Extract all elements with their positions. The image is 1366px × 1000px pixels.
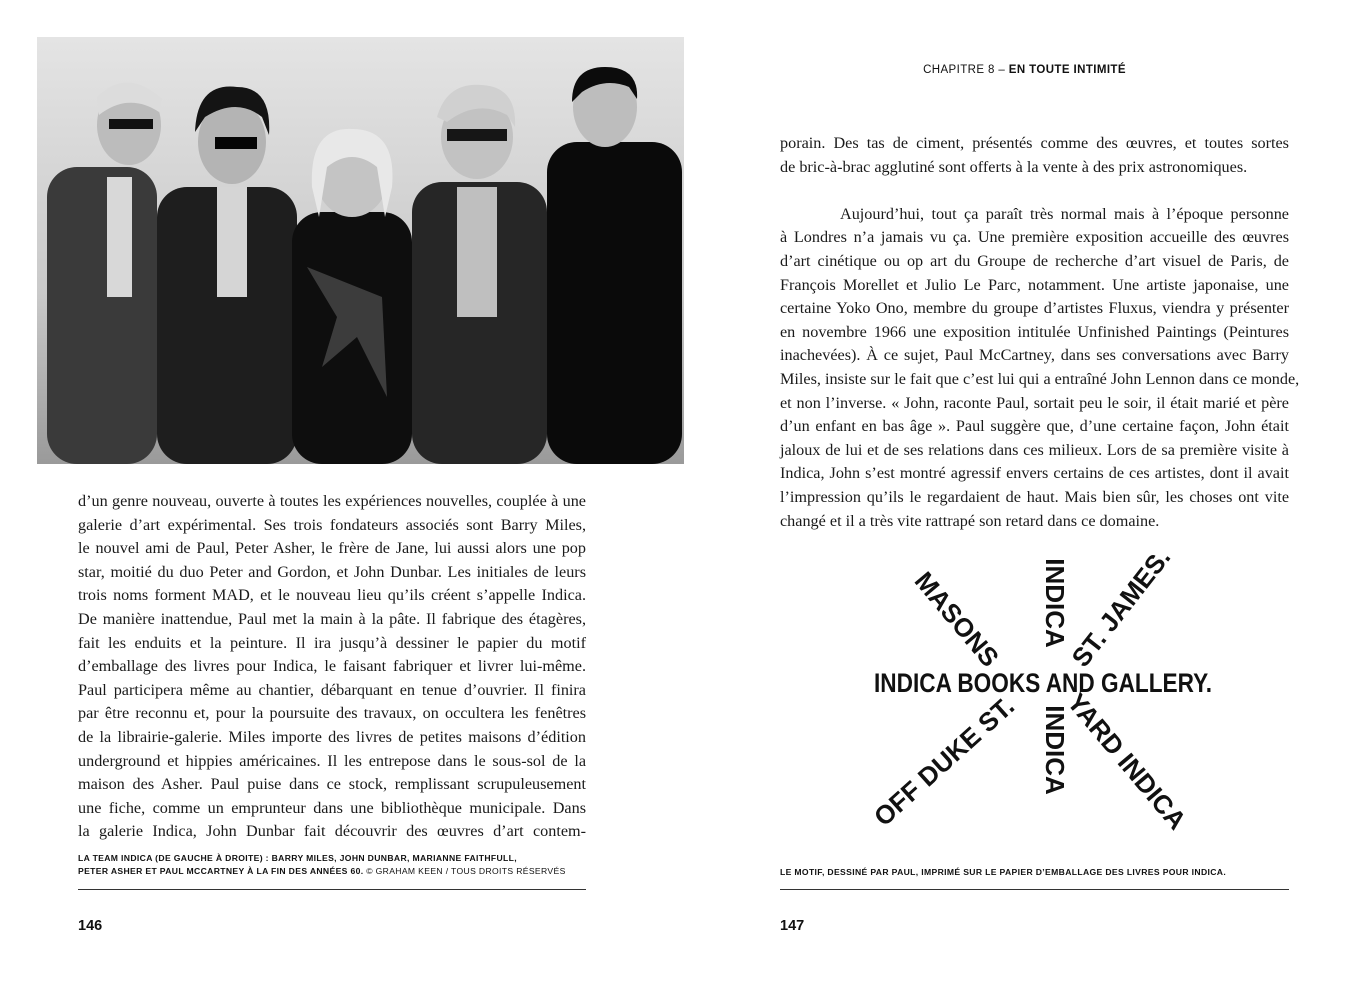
body-line: de bric-à-brac agglutiné sont offerts à la vente à des prix astronomiques. [780, 157, 1248, 176]
caption-line-2: PETER ASHER ET PAUL MCCARTNEY À LA FIN DES ANNÉES 60. [78, 866, 364, 876]
running-header [683, 64, 1366, 76]
body-line: l’impression qu’ils le regardaient de haut. Mais bien sûr, les choses ont vite [780, 487, 1289, 506]
body-line: Paul participera même au chantier, débarquant en tenue d’ouvrier. Il finira [78, 680, 586, 699]
body-line: certaine Yoko Ono, membre du groupe d’artistes Fluxus, viendra y présenter [780, 299, 1289, 318]
body-line: porain. Des tas de ciment, présentés comme des œuvres, et toutes sortes [780, 134, 1289, 152]
body-line: une fiche, comme un emprunteur dans une bibliothèque municipale. Dans [78, 798, 586, 817]
body-line: la galerie Indica, John Dunbar fait découvrir des œuvres d’art contem- [78, 822, 586, 841]
body-line: d’art cinétique ou op art du Groupe de recherche d’art visuel de Paris, de [780, 251, 1289, 270]
body-line: maison des Asher. Paul puise dans ce stock, remplissant scrupuleusement [78, 775, 586, 794]
motif-caption: LE MOTIF, DESSINÉ PAR PAUL, IMPRIMÉ SUR LE PAPIER D’EMBALLAGE DES LIVRES POUR INDICA. [780, 867, 1227, 877]
caption-line-1: LA TEAM INDICA (DE GAUCHE À DROITE) : BARRY MILES, JOHN DUNBAR, MARIANNE FAITHFULL, [78, 853, 517, 863]
right-page [683, 0, 1366, 1000]
motif-top-mid-text: INDICA [1040, 558, 1070, 648]
running-head-title: EN TOUTE INTIMITÉ [1008, 64, 1126, 76]
body-line: le nouvel ami de Paul, Peter Asher, le frère de Jane, lui aussi alors une pop [78, 539, 586, 558]
paragraph-1 [780, 132, 1289, 179]
body-line: star, moitié du duo Peter and Gordon, et John Dunbar. Les initiales de leurs [78, 562, 586, 581]
motif-bottom-left-text: OFF DUKE ST. [867, 690, 1021, 832]
motif-top-right-text: ST. JAMES. [1065, 542, 1177, 673]
page-number-left: 146 [78, 918, 103, 934]
body-line: et non l’inverse. « John, raconte Paul, sortait peu le soir, il était marié et père [780, 393, 1289, 412]
page-number-right: 147 [780, 918, 805, 934]
caption-credit: © GRAHAM KEEN / TOUS DROITS RÉSERVÉS [363, 866, 566, 876]
body-line: De manière inattendue, Paul met la main à la pâte. Il fabrique des étagères, [78, 609, 586, 628]
body-line: de la librairie-galerie. Miles importe des livres de petites maisons d’édition [78, 727, 586, 746]
body-line: Indica, John s’est montré agressif envers certains de ces artistes, dont il avait [780, 464, 1289, 483]
caption-rule [78, 889, 586, 890]
body-line: trois noms forment MAD, et le nouveau lieu qu’ils créent s’appelle Indica. [78, 586, 586, 605]
body-line: changé et il a très vite rattrapé son retard dans ce domaine. [780, 511, 1160, 530]
motif-top-left-text: MASONS [908, 565, 1006, 673]
body-line: d’emballage des livres pour Indica, le faisant fabriquer et livrer lui-même. [78, 657, 586, 676]
motif-bottom-right-text: YARD INDICA [1061, 687, 1193, 836]
body-line: d’un genre nouveau, ouverte à toutes les expériences nouvelles, couplée à une [78, 492, 586, 510]
left-body-text [78, 490, 586, 844]
indica-motif-illustration [858, 542, 1228, 836]
body-line: inachevées). À ce sujet, Paul McCartney, dans ses conversations avec Barry [780, 346, 1289, 365]
running-head-chapter: CHAPITRE 8 – [923, 64, 1009, 76]
photo-caption [78, 852, 588, 878]
body-line: en novembre 1966 une exposition intitulée Unfinished Paintings (Peintures [780, 322, 1289, 341]
body-line: Miles, insiste sur le fait que c’est lui qui a entraîné John Lennon dans ce monde, [780, 369, 1300, 388]
indica-team-photo [37, 37, 684, 464]
photo-illustration [37, 37, 684, 464]
body-line: Aujourd’hui, tout ça paraît très normal mais à l’époque personne [840, 204, 1289, 223]
body-line: par être reconnu et, pour la poursuite des travaux, on occultera les fenêtres [78, 704, 586, 723]
body-line: jaloux de lui et de ses relations dans ces milieux. Lors de sa première visite à [780, 440, 1289, 459]
right-body-text [780, 132, 1300, 533]
body-line: fait les enduits et la peinture. Il ira jusqu’à dessiner le papier du motif [78, 633, 586, 652]
body-line: à Londres n’a jamais vu ça. Une première exposition accueille des œuvres [780, 228, 1289, 247]
motif-bottom-mid-text: INDICA [1040, 705, 1070, 795]
paragraph-2 [780, 203, 1300, 533]
caption-rule-right [780, 889, 1289, 890]
body-line: underground et hippies américaines. Il les entrepose dans le sous-sol de la [78, 751, 586, 770]
motif-center-text: INDICA BOOKS AND GALLERY. [874, 668, 1212, 698]
body-line: d’un enfant en bas âge ». Paul suggère que, d’une certaine façon, John était [780, 417, 1289, 436]
body-line: François Morellet et Julio Le Parc, notamment. Une artiste japonaise, une [780, 275, 1289, 294]
body-line: galerie d’art expérimental. Ses trois fondateurs associés sont Barry Miles, [78, 515, 586, 534]
